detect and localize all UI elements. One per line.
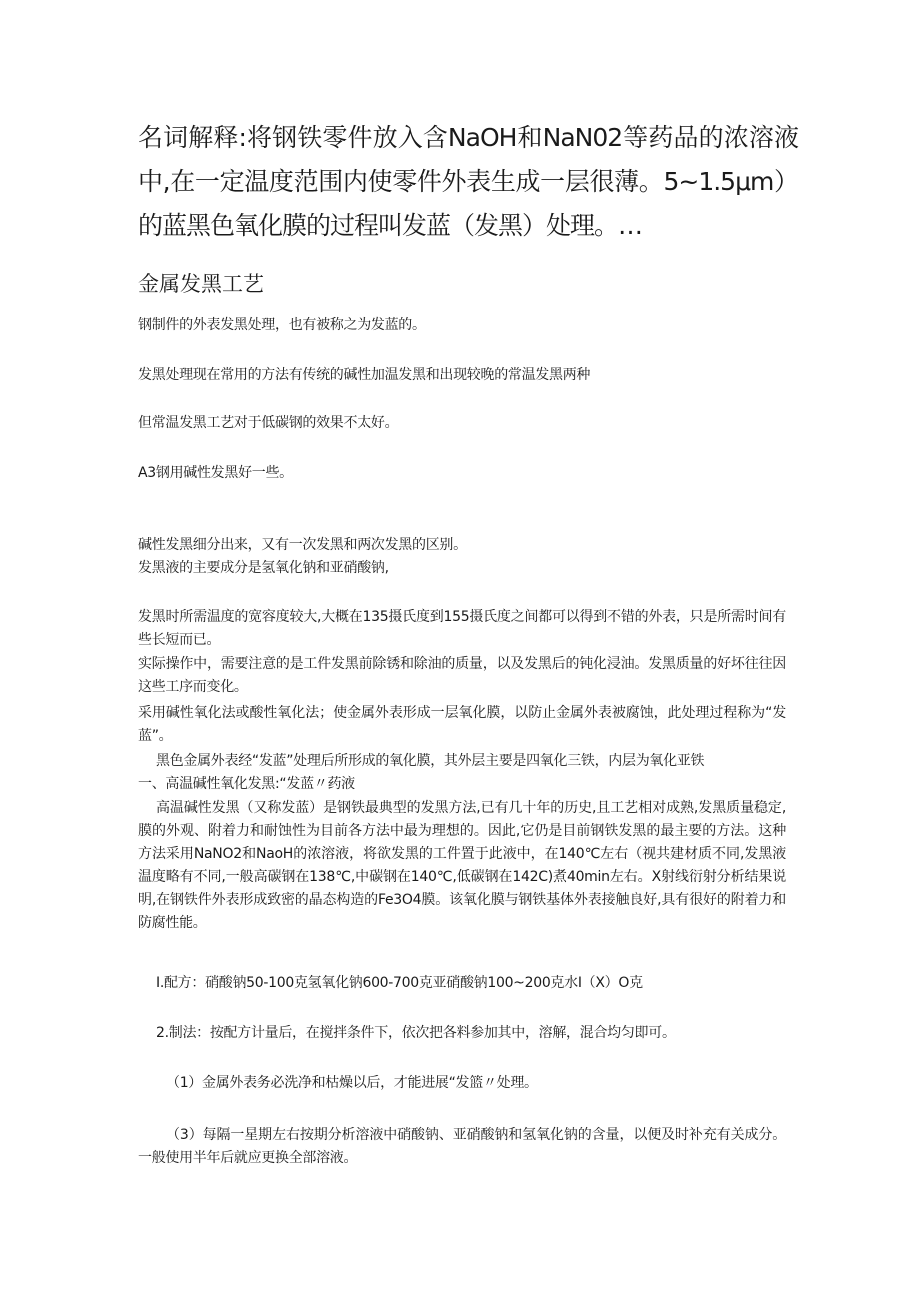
paragraph-8: 实际操作中，需要注意的是工件发黑前除锈和除油的质量，以及发黑后的钝化浸油。发黑质量的好坏往往因这些工序而变化。 xyxy=(138,656,786,695)
paragraph-7: 发黑时所需温度的宽容度较大,大概在135摄氏度到155摄氏度之间都可以得到不错的外表，只是所需时间有些长短而已。 xyxy=(138,609,786,648)
paragraph-5: 碱性发黑细分出来，又有一次发黑和两次发黑的区别。 xyxy=(138,537,467,553)
note-item-3: （3）每隔一星期左右按期分析溶液中硝酸钠、亚硝酸钠和氢氧化钠的含量，以便及时补充有关成分。一般使用半年后就应更换全部溶液。 xyxy=(138,1127,786,1166)
paragraph-6: 发黑液的主要成分是氢氧化钠和亚硝酸钠, xyxy=(138,560,389,576)
paragraph-1: 钢制件的外表发黑处理，也有被称之为发蓝的。 xyxy=(138,317,426,333)
paragraph-4: A3钢用碱性发黑好一些。 xyxy=(138,465,293,481)
preparation-item: 2.制法：按配方计量后，在搅拌条件下，依次把各料参加其中，溶解，混合均匀即可。 xyxy=(156,1025,676,1041)
formula-item: I.配方：硝酸钠50-100克氢氧化钠600-700克亚硝酸钠100~200克水I（X）O克 xyxy=(156,975,643,991)
paragraph-11: 一、高温碱性氧化发黑:“发蓝〃药液 xyxy=(138,776,355,792)
paragraph-2: 发黑处理现在常用的方法有传统的碱性加温发黑和出现较晚的常温发黑两种 xyxy=(138,367,591,383)
section-heading: 金属发黑工艺 xyxy=(138,272,264,296)
paragraph-3: 但常温发黑工艺对于低碳钢的效果不太好。 xyxy=(138,415,399,431)
paragraph-9: 采用碱性氧化法或酸性氧化法；使金属外表形成一层氧化膜，以防止金属外表被腐蚀，此处理过程称为“发蓝”。 xyxy=(138,705,786,744)
paragraph-10: 黑色金属外表经“发蓝”处理后所形成的氧化膜，其外层主要是四氧化三铁，内层为氧化亚铁 xyxy=(156,753,705,769)
note-item-1: （1）金属外表务必洗净和枯燥以后，才能进展“发篮〃处理。 xyxy=(166,1075,538,1091)
definition-paragraph: 名词解释:将钢铁零件放入含NaOH和NaN02等药品的浓溶液中,在一定温度范围内使零件外表生成一层很薄。5~1.5μm）的蓝黑色氧化膜的过程叫发蓝（发黑）处理。… xyxy=(138,123,798,240)
paragraph-12: 高温碱性发黑（又称发蓝）是钢铁最典型的发黑方法,已有几十年的历史,且工艺相对成熟,发黑质量稳定,膜的外观、附着力和耐蚀性为目前各方法中最为理想的。因此,它仍是目前钢铁发黑的最主要的方法。这种方法采用NaNO2和NaoH的浓溶液，将欲发黑的工件置于此液中，在140℃左右（视共建材质不同,发黑液温度略有不同,一般高碳钢在138℃,中碳钢在140℃,低碳钢在142C)煮40min左右。X射线衍射分析结果说明,在钢铁件外表形成致密的晶态构造的Fe3O4膜。该氧化膜与钢铁基体外表接触良好,具有很好的附着力和防腐性能。 xyxy=(138,800,786,931)
